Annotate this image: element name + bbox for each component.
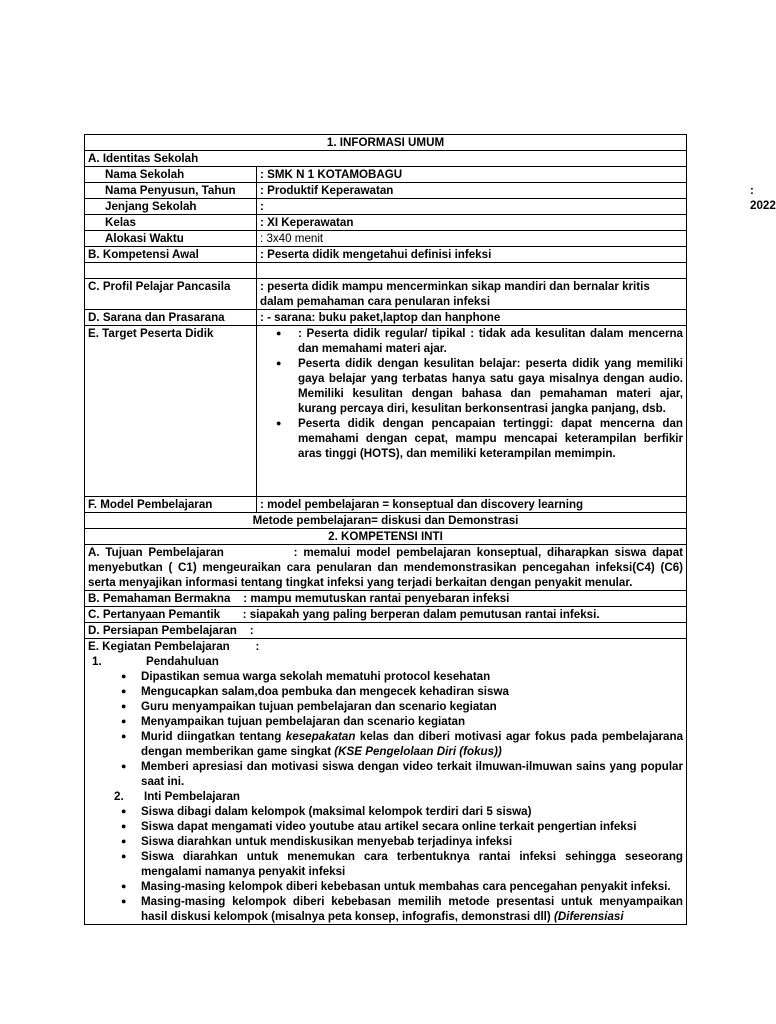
identitas-label: Alokasi Waktu (85, 231, 257, 247)
pendahuluan-heading (88, 654, 683, 669)
pendahuluan-number: 1. (92, 655, 102, 668)
kompetensi-awal-row (85, 247, 687, 263)
persiapan-row (85, 623, 687, 639)
item-text: Murid diingatkan tentang (141, 730, 286, 743)
pertanyaan-row (85, 607, 687, 623)
inti-item: ● Siswa diarahkan untuk mendiskusikan menyebab terjadinya infeksi (141, 834, 683, 849)
identitas-value (257, 183, 776, 212)
identitas-row (85, 199, 687, 215)
sarana-row (85, 310, 687, 326)
section-2-title: 2. KOMPETENSI INTI (85, 529, 687, 545)
pendahuluan-item (141, 729, 683, 759)
identitas-row (85, 183, 687, 199)
inti-item: ● Masing-masing kelompok diberi kebebasan untuk membahas cara pencegahan penyakit infeksi. (141, 879, 683, 894)
target-list (260, 326, 683, 461)
persiapan-text: D. Persiapan Pembelajaran : (85, 623, 687, 639)
item-text-italic: kesepakatan (285, 730, 356, 743)
sarana-value: : - sarana: buku paket,laptop dan hanphone (257, 310, 687, 326)
target-label: E. Target Peserta Didik (85, 326, 257, 497)
metode-row (85, 513, 687, 529)
kegiatan-row (85, 639, 687, 925)
tujuan-row (85, 545, 687, 591)
target-item: ● Peserta didik dengan kesulitan belajar: peserta didik yang memiliki gaya belajar yang terbatas hanya satu gaya misalnya dengan audio. Memiliki kesulitan dengan bahasa dan pemahaman materi ajar, kurang percaya diri, kesulitan berkonsentrasi jangka panjang, dsb. (298, 356, 683, 416)
model-row (85, 497, 687, 513)
identitas-heading: A. Identitas Sekolah (85, 151, 687, 167)
pendahuluan-item: ● Mengucapkan salam,doa pembuka dan mengecek kehadiran siswa (141, 684, 683, 699)
inti-number: 2. (114, 790, 124, 803)
item-text: Masing-masing kelompok diberi kebebasan memilih metode presentasi untuk menyampaikan hasil diskusi kelompok (misalnya peta konsep, infografis, demonstrasi dll) (141, 895, 684, 923)
inti-title: Inti Pembelajaran (144, 790, 241, 803)
sarana-label: D. Sarana dan Prasarana (85, 310, 257, 326)
item-text: kelas dan diberi motivasi agar fokus pada pembelajarana dengan memberikan game singkat (141, 730, 684, 758)
pendahuluan-list (88, 669, 683, 789)
identitas-value: : (257, 199, 687, 215)
profil-row (85, 279, 687, 310)
identitas-heading-row (85, 151, 687, 167)
pertanyaan-text: C. Pertanyaan Pemantik : siapakah yang paling berperan dalam pemutusan rantai infeksi. (85, 607, 687, 623)
kompetensi-awal-label: B. Kompetensi Awal (85, 247, 257, 263)
penyusun-value: : Produktif Keperawatan (260, 184, 394, 197)
pendahuluan-item: ● Dipastikan semua warga sekolah mematuhi protocol kesehatan (141, 669, 683, 684)
section-1-header-row (85, 135, 687, 151)
document-page (84, 134, 776, 925)
pendahuluan-item: ● Memberi apresiasi dan motivasi siswa dengan video terkait ilmuwan-ilmuwan sains yang popular saat ini. (141, 759, 683, 789)
identitas-label: Kelas (85, 215, 257, 231)
pendahuluan-item: ● Guru menyampaikan tujuan pembelajaran dan scenario kegiatan (141, 699, 683, 714)
pendahuluan-title: Pendahuluan (146, 655, 219, 668)
lesson-plan-table (84, 134, 776, 925)
pemahaman-text: B. Pemahaman Bermakna : mampu memutuskan rantai penyebaran infeksi (85, 591, 687, 607)
identitas-label: Nama Sekolah (85, 167, 257, 183)
identitas-value: : SMK N 1 KOTAMOBAGU (257, 167, 687, 183)
kegiatan-heading: E. Kegiatan Pembelajaran : (88, 640, 260, 653)
section-1-title: 1. INFORMASI UMUM (85, 135, 687, 151)
section-2-header-row (85, 529, 687, 545)
kegiatan-cell (85, 639, 687, 925)
metode-text: Metode pembelajaran= diskusi dan Demonstrasi (85, 513, 687, 529)
pemahaman-row (85, 591, 687, 607)
model-value: : model pembelajaran = konseptual dan discovery learning (257, 497, 687, 513)
tahun-value: : 2022 (750, 184, 776, 212)
target-value (257, 326, 687, 497)
identitas-row (85, 231, 687, 247)
profil-value: : peserta didik mampu mencerminkan sikap mandiri dan bernalar kritis dalam pemahaman cara penularan infeksi (257, 279, 687, 310)
identitas-row (85, 167, 687, 183)
item-text-italic: (KSE Pengelolaan Diri (fokus)) (334, 745, 502, 758)
identitas-label: Jenjang Sekolah (85, 199, 257, 215)
target-item: ● Peserta didik dengan pencapaian tertinggi: dapat mencerna dan memahami dengan cepat, mampu mencapai keterampilan berfikir aras tinggi (HOTS), dan memiliki keterampilan memimpin. (298, 416, 683, 461)
inti-list (88, 804, 683, 924)
identitas-value: : XI Keperawatan (257, 215, 687, 231)
kompetensi-awal-value: : Peserta didik mengetahui definisi infeksi (257, 247, 687, 263)
model-label: F. Model Pembelajaran (85, 497, 257, 513)
profil-label: C. Profil Pelajar Pancasila (85, 279, 257, 310)
empty-row (85, 263, 687, 279)
pendahuluan-item: ● Menyampaikan tujuan pembelajaran dan scenario kegiatan (141, 714, 683, 729)
identitas-value: : 3x40 menit (257, 231, 687, 247)
identitas-label: Nama Penyusun, Tahun (85, 183, 257, 199)
identitas-row (85, 215, 687, 231)
target-row (85, 326, 687, 497)
inti-item (141, 894, 683, 924)
inti-item: ● Siswa dapat mengamati video youtube atau artikel secara online terkait pengertian infeksi (141, 819, 683, 834)
inti-item: ● Siswa diarahkan untuk menemukan cara terbentuknya rantai infeksi sehingga seseorang mengalami namanya penyakit infeksi (141, 849, 683, 879)
inti-heading (88, 789, 683, 804)
inti-item: ● Siswa dibagi dalam kelompok (maksimal kelompok terdiri dari 5 siswa) (141, 804, 683, 819)
tujuan-text: A. Tujuan Pembelajaran : memalui model pembelajaran konseptual, diharapkan siswa dapat menyebutkan ( C1) mengeuraikan cara penularan dan mendemonstrasikan pencegahan infeksi(C4) (C6) serta menyajikan informasi tentang tingkat infeksi yang terjadi berkaitan dengan penyakit menular. (85, 545, 687, 591)
item-text-italic: (Diferensiasi (553, 910, 624, 923)
target-item: ● : Peserta didik regular/ tipikal : tidak ada kesulitan dalam mencerna dan memahami materi ajar. (298, 326, 683, 356)
